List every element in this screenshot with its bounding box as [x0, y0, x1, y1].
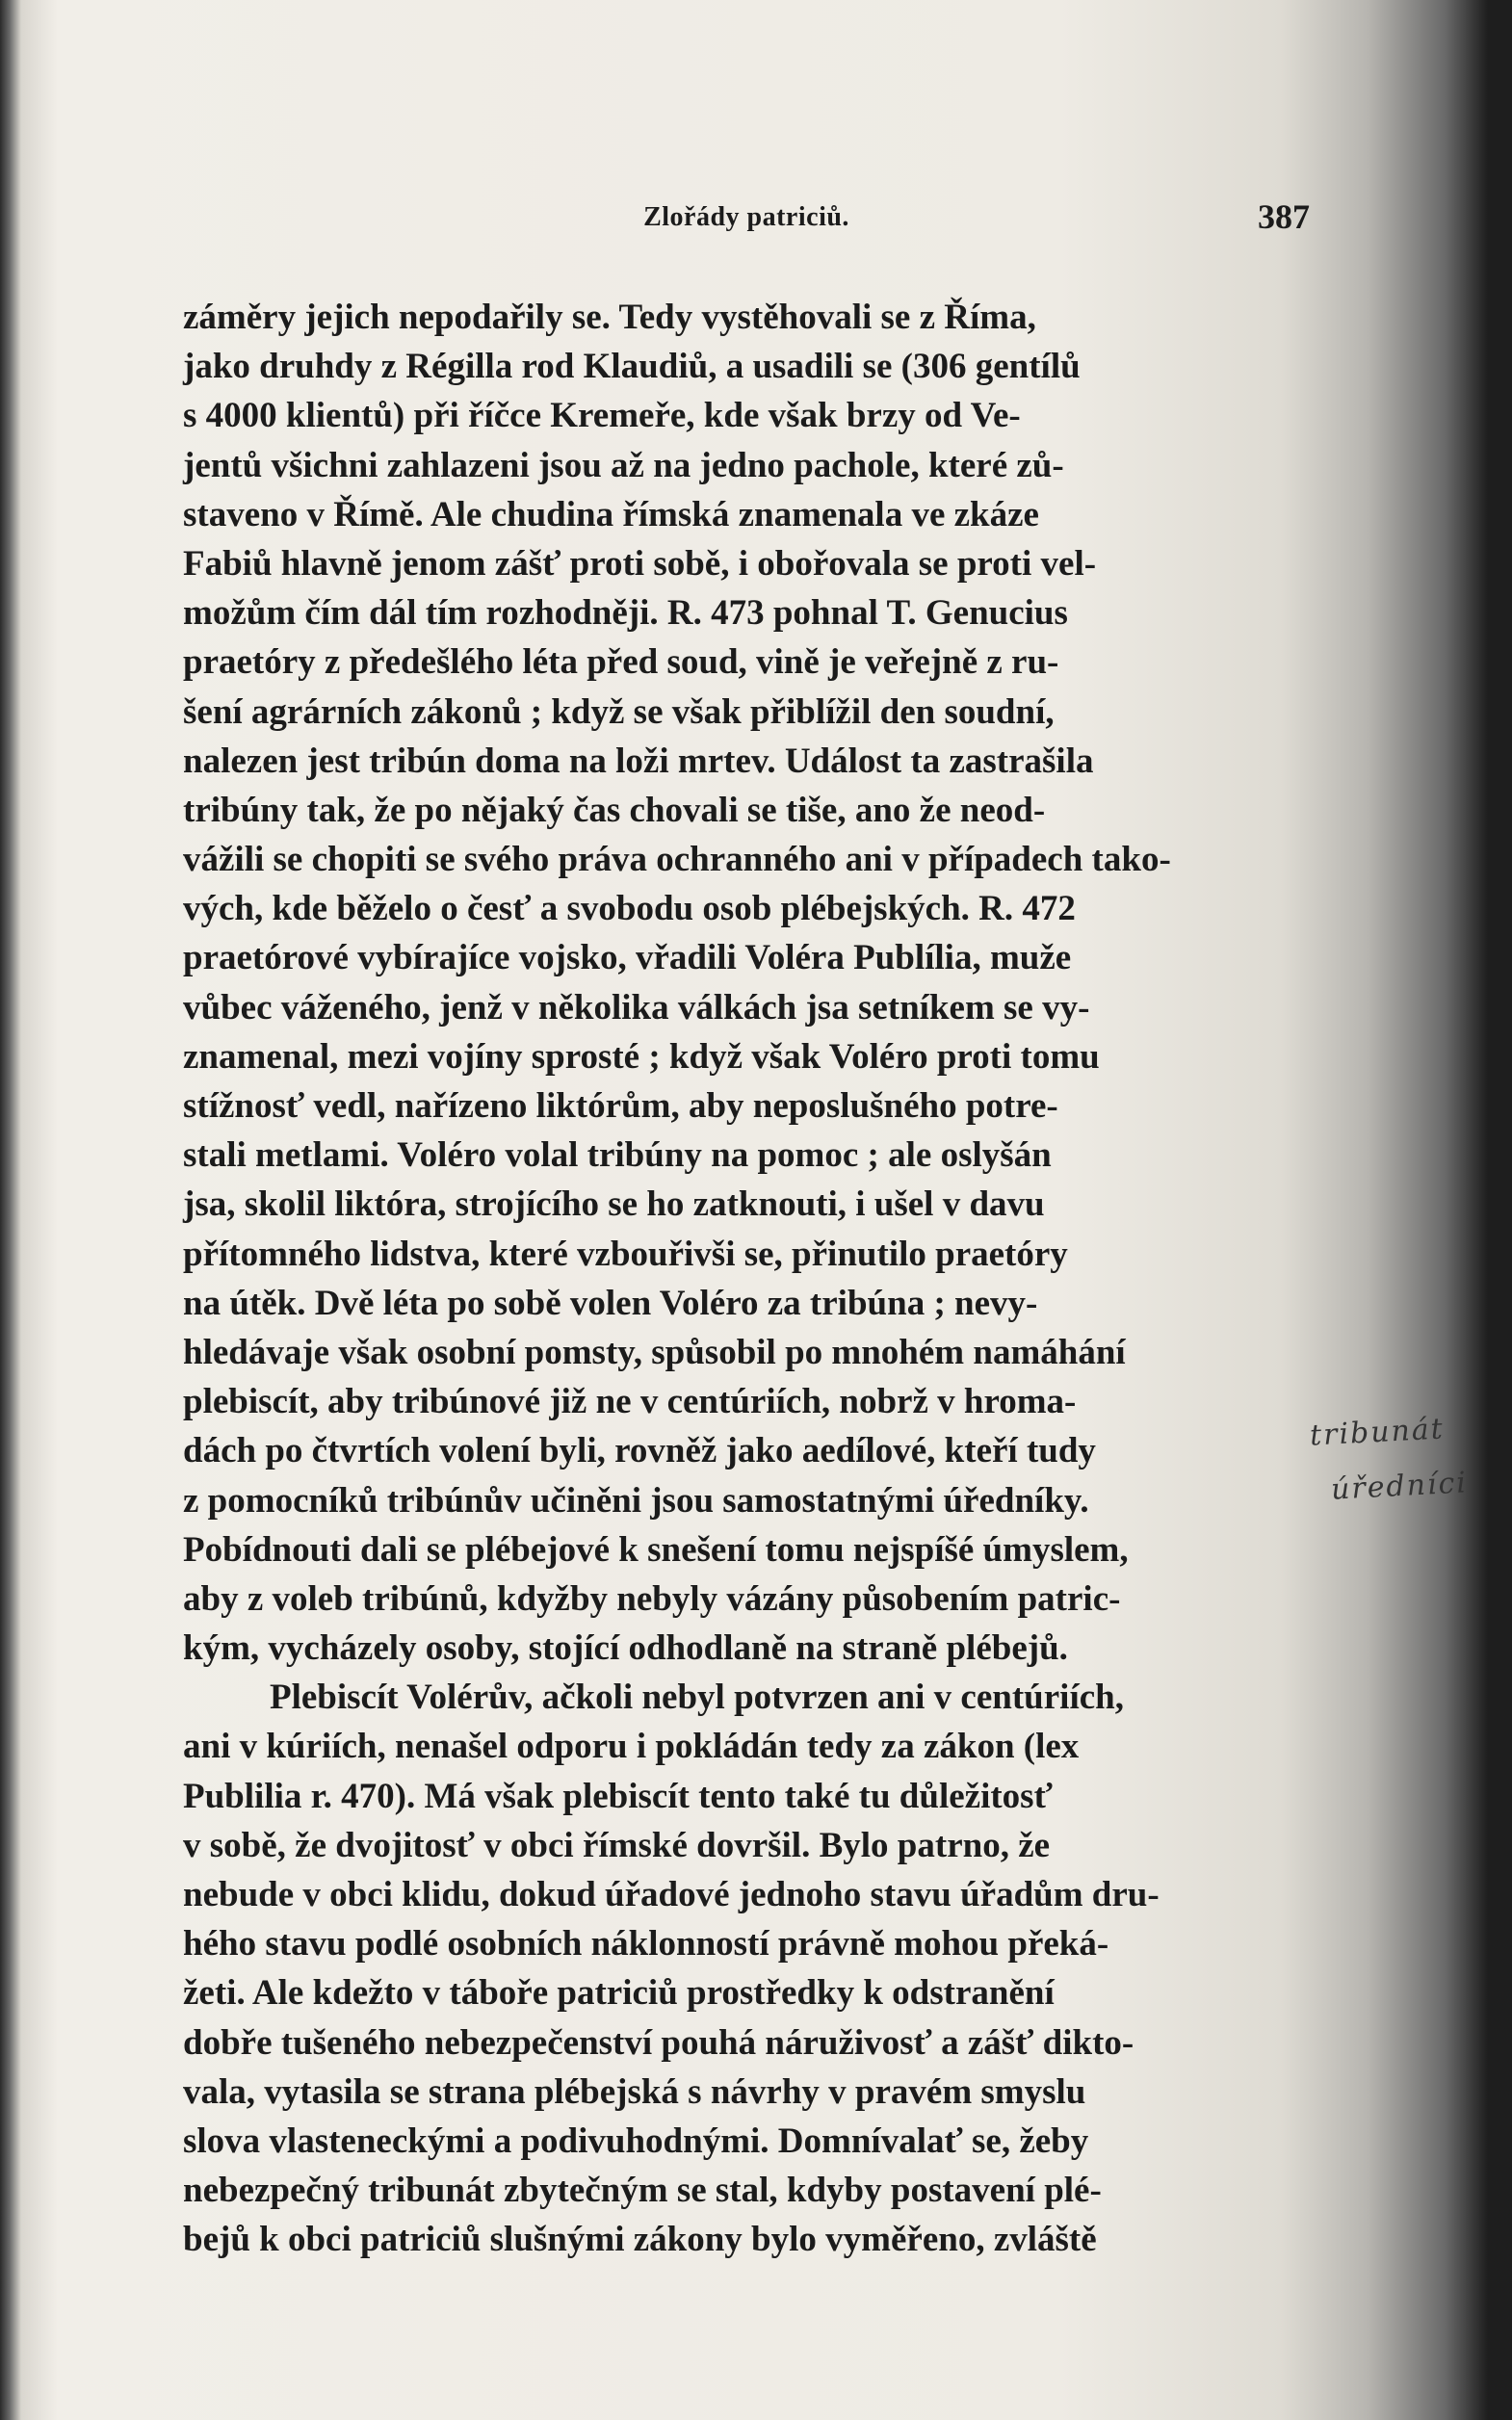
text-line: v sobě, že dvojitosť v obci římské dovršil. Bylo patrno, že: [183, 1825, 1051, 1865]
text-line: stali metlami. Voléro volal tribúny na pomoc ; ale oslyšán: [183, 1135, 1052, 1176]
handwritten-margin-note: úředníci: [1330, 1466, 1469, 1507]
text-line: aby z voleb tribúnů, kdyžby nebyly vázány působením patric-: [183, 1578, 1121, 1619]
text-line: Pobídnouti dali se plébejové k snešení tomu nejspíšé úmyslem,: [183, 1529, 1129, 1570]
text-line: jako druhdy z Régilla rod Klaudiů, a usadili se (306 gentílů: [183, 347, 1081, 387]
text-line: jentů všichni zahlazeni jsou až na jedno pachole, které zů-: [183, 445, 1064, 485]
text-line: staveno v Římě. Ale chudina římská znamenala ve zkáze: [183, 494, 1039, 534]
text-line: nebude v obci klidu, dokud úřadové jednoho stavu úřadům dru-: [183, 1875, 1160, 1914]
text-line: praetóry z předešlého léta před soud, vině je veřejně z ru-: [183, 642, 1059, 683]
text-line-indented: Plebiscít Volérův, ačkoli nebyl potvrzen ani v centúriích,: [270, 1678, 1124, 1718]
text-line: tribúny tak, že po nějaký čas chovali se tiše, ano že neod-: [183, 790, 1046, 830]
text-line: praetórové vybírajíce vojsko, vřadili Voléra Publília, muže: [183, 938, 1072, 978]
text-line: hledávaje však osobní pomsty, spůsobil po mnohém namáhání: [183, 1332, 1126, 1372]
text-line: dách po čtvrtích volení byli, rovněž jako aedílové, kteří tudy: [183, 1431, 1096, 1471]
text-line: z pomocníků tribúnův učiněni jsou samostatnými úředníky.: [183, 1480, 1089, 1521]
text-line: hého stavu podlé osobních náklonností právně mohou překá-: [183, 1924, 1109, 1965]
text-line: vážili se chopiti se svého práva ochranného ani v případech tako-: [183, 840, 1171, 880]
text-line: ani v kúriích, nenašel odporu i pokládán tedy za zákon (lex: [183, 1727, 1080, 1767]
text-line: žeti. Ale kdežto v táboře patriciů prostředky k odstranění: [183, 1973, 1055, 2014]
text-line: nebezpečný tribunát zbytečným se stal, kdyby postavení plé-: [183, 2171, 1102, 2211]
page-number: 387: [1258, 197, 1310, 236]
text-line: přítomného lidstva, které vzbouřivši se, přinutilo praetóry: [183, 1234, 1068, 1274]
page-header: [183, 189, 1310, 247]
text-line: na útěk. Dvě léta po sobě volen Voléro za tribúna ; nevy-: [183, 1283, 1038, 1323]
text-line: Publilia r. 470). Má však plebiscít tento také tu důležitosť: [183, 1776, 1053, 1816]
body-text: [183, 297, 1305, 2269]
text-line: záměry jejich nepodařily se. Tedy vystěhovali se z Říma,: [183, 298, 1036, 337]
running-title: Zlořády patriciů.: [643, 202, 849, 232]
text-line: Fabiů hlavně jenom zášť proti sobě, i obořovala se proti vel-: [183, 543, 1097, 584]
text-line: nalezen jest tribún doma na loži mrtev. Událost ta zastrašila: [183, 741, 1094, 781]
text-line: bejů k obci patriciů slušnými zákony bylo vyměřeno, zvláště: [183, 2220, 1097, 2260]
text-line: kým, vycházely osoby, stojící odhodlaně na straně plébejů.: [183, 1628, 1068, 1669]
text-line: znamenal, mezi vojíny sprosté ; když však Voléro proti tomu: [183, 1036, 1100, 1077]
text-line: stížnosť vedl, nařízeno liktórům, aby neposlušného potre-: [183, 1086, 1058, 1126]
handwritten-margin-note: tribunát: [1309, 1412, 1446, 1453]
text-line: plebiscít, aby tribúnové již ne v centúriích, nobrž v hroma-: [183, 1382, 1077, 1422]
text-line: šení agrárních zákonů ; když se však přiblížil den soudní,: [183, 691, 1055, 732]
text-line: jsa, skolil liktóra, strojícího se ho zatknouti, i ušel v davu: [183, 1184, 1045, 1225]
text-line: vala, vytasila se strana plébejská s návrhy v pravém smyslu: [183, 2071, 1086, 2112]
text-line: slova vlasteneckými a podivuhodnými. Domnívalať se, žeby: [183, 2121, 1089, 2161]
text-line: vůbec váženého, jenž v několika válkách jsa setníkem se vy-: [183, 987, 1090, 1028]
text-line: s 4000 klientů) při říčce Kremeře, kde však brzy od Ve-: [183, 396, 1021, 436]
text-line: vých, kde běželo o česť a svobodu osob plébejských. R. 472: [183, 889, 1076, 929]
text-line: možům čím dál tím rozhodněji. R. 473 pohnal T. Genucius: [183, 593, 1068, 634]
text-line: dobře tušeného nebezpečenství pouhá náruživosť a zášť dikto-: [183, 2022, 1134, 2063]
